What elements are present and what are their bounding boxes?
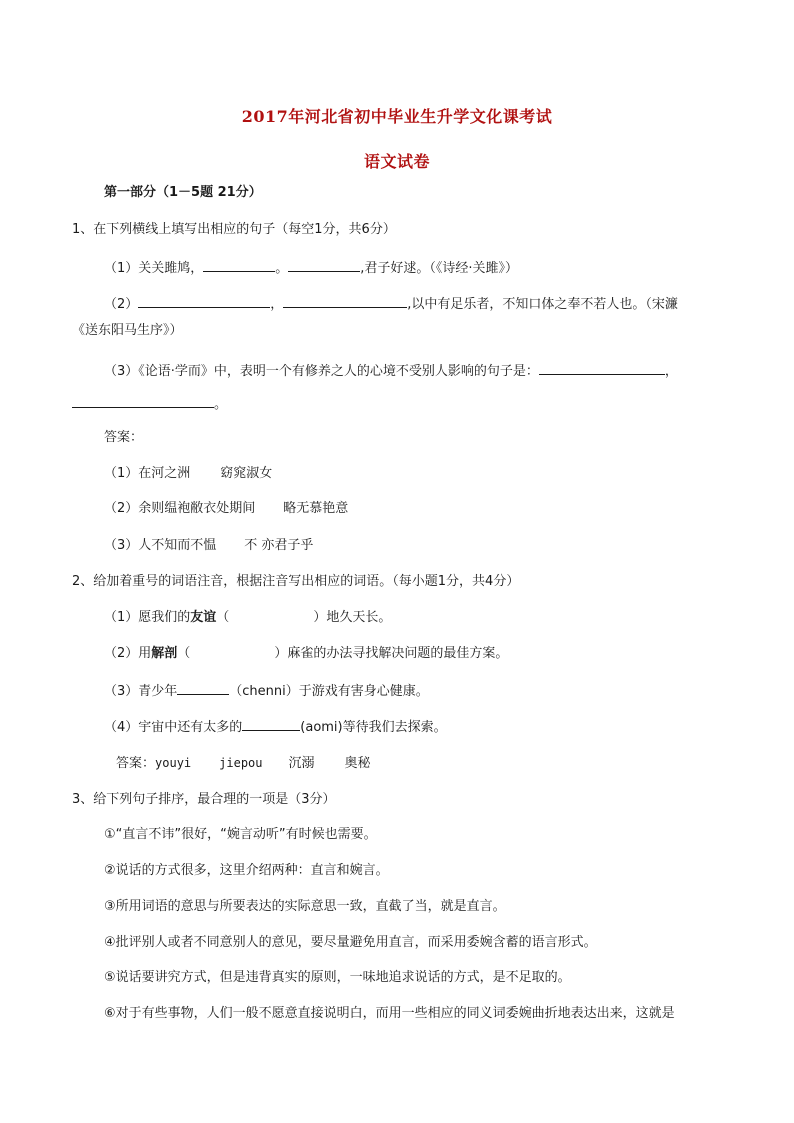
q3-sentence-3: ③所用词语的意思与所要表达的实际意思一致，直截了当，就是直言。 <box>104 899 506 914</box>
q1-part1-text-b: 。 <box>275 261 289 276</box>
q2-answer-label: 答案： <box>116 756 156 771</box>
q2-part1-text-b: （ <box>216 610 230 625</box>
q2-part2-text-a: （2）用 <box>104 646 152 661</box>
q1-part3 <box>104 361 678 381</box>
q2-part1-text-c: ）地久天长。 <box>313 610 392 625</box>
q1-part2 <box>104 294 678 314</box>
q1-answer-3b: 不 亦君子乎 <box>244 538 314 553</box>
q1-answer-1b: 窈窕淑女 <box>220 466 273 481</box>
q1-part3-blank-2[interactable] <box>72 394 214 408</box>
q1-part3-text-c: 。 <box>214 397 228 412</box>
q1-part2-text-b: ， <box>270 297 284 312</box>
q1-part2-blank-2[interactable] <box>283 294 407 308</box>
q1-answer-3a: （3）人不知而不愠 <box>104 538 217 553</box>
q3-stem: 3、给下列句子排序，最合理的一项是（3分） <box>72 792 336 807</box>
q2-part1-text-a: （1）愿我们的 <box>104 610 191 625</box>
q1-answer-2a: （2）余则缊袍敝衣处期间 <box>104 501 256 516</box>
q2-part3-text-b: （chenni）于游戏有害身心健康。 <box>229 684 429 699</box>
q2-stem: 2、给加着重号的词语注音，根据注音写出相应的词语。（每小题1分，共4分） <box>72 574 520 589</box>
q3-sentence-1: ①“直言不讳”很好，“婉言动听”有时候也需要。 <box>104 827 377 842</box>
q1-part2-source: 《送东阳马生序》） <box>72 323 183 338</box>
q1-part3-cont <box>72 394 227 414</box>
q1-part1-blank-2[interactable] <box>288 258 360 272</box>
q3-sentence-6: ⑥对于有些事物，人们一般不愿意直接说明白，而用一些相应的同义词委婉曲折地表达出来，这就是 <box>104 1006 675 1021</box>
q1-part2-text-a: （2） <box>104 297 139 312</box>
section-heading: 第一部分（1－5题 21分） <box>104 185 262 200</box>
q1-part2-blank-1[interactable] <box>138 294 270 308</box>
q1-part1-text-a: （1）关关雎鸠， <box>104 261 204 276</box>
q2-part4-text-a: （4）宇宙中还有太多的 <box>104 720 243 735</box>
q2-part4-text-b: (aomi)等待我们去探索。 <box>300 720 447 735</box>
q1-answer-1 <box>104 465 272 483</box>
q1-answer-label: 答案： <box>104 430 144 445</box>
q1-stem: 1、在下列横线上填写出相应的句子（每空1分，共6分） <box>72 222 396 237</box>
q1-answer-2 <box>104 500 348 518</box>
subject-title: 语文试卷 <box>363 152 430 171</box>
q2-part3-blank[interactable] <box>177 681 229 695</box>
q2-answers <box>116 754 371 773</box>
q2-part1-word: 友谊 <box>190 610 217 625</box>
q1-part3-text-b: ， <box>664 364 678 379</box>
q1-part1 <box>104 258 518 278</box>
q1-part3-blank-1[interactable] <box>539 361 665 375</box>
q2-part4-blank[interactable] <box>242 717 300 731</box>
q1-answer-1a: （1）在河之洲 <box>104 466 191 481</box>
q1-part3-text-a: （3）《论语·学而》中，表明一个有修养之人的心境不受别人影响的句子是： <box>104 364 539 379</box>
q2-answer-1: youyi <box>155 756 192 770</box>
q1-answer-3 <box>104 537 313 555</box>
q3-sentence-2: ②说话的方式很多，这里介绍两种：直言和婉言。 <box>104 863 389 878</box>
q2-part2-word: 解剖 <box>151 646 178 661</box>
q1-part1-blank-1[interactable] <box>203 258 275 272</box>
q2-part2 <box>104 645 508 663</box>
q2-part2-text-b: （ <box>177 646 191 661</box>
q1-part2-text-c: ,以中有足乐者，不知口体之奉不若人也。（宋濂 <box>407 297 678 312</box>
q3-sentence-5: ⑤说话要讲究方式，但是违背真实的原则，一味地追求说话的方式，是不足取的。 <box>104 970 571 985</box>
q2-part2-text-c: ）麻雀的办法寻找解决问题的最佳方案。 <box>274 646 509 661</box>
exam-title: 2017年河北省初中毕业生升学文化课考试 <box>241 107 553 126</box>
q2-answer-4: 奥秘 <box>344 756 371 771</box>
q2-answer-2: jiepou <box>219 756 263 770</box>
q3-sentence-4: ④批评别人或者不同意别人的意见，要尽量避免用直言，而采用委婉含蓄的语言形式。 <box>104 935 597 950</box>
q2-part3-text-a: （3）青少年 <box>104 684 178 699</box>
q1-answer-2b: 略无慕艳意 <box>283 501 349 516</box>
q2-answer-3: 沉溺 <box>288 756 315 771</box>
q2-part1 <box>104 609 391 627</box>
q2-part4 <box>104 717 447 737</box>
q1-part1-text-c: ,君子好逑。（《诗经·关雎》） <box>360 261 519 276</box>
q2-part3 <box>104 681 429 701</box>
